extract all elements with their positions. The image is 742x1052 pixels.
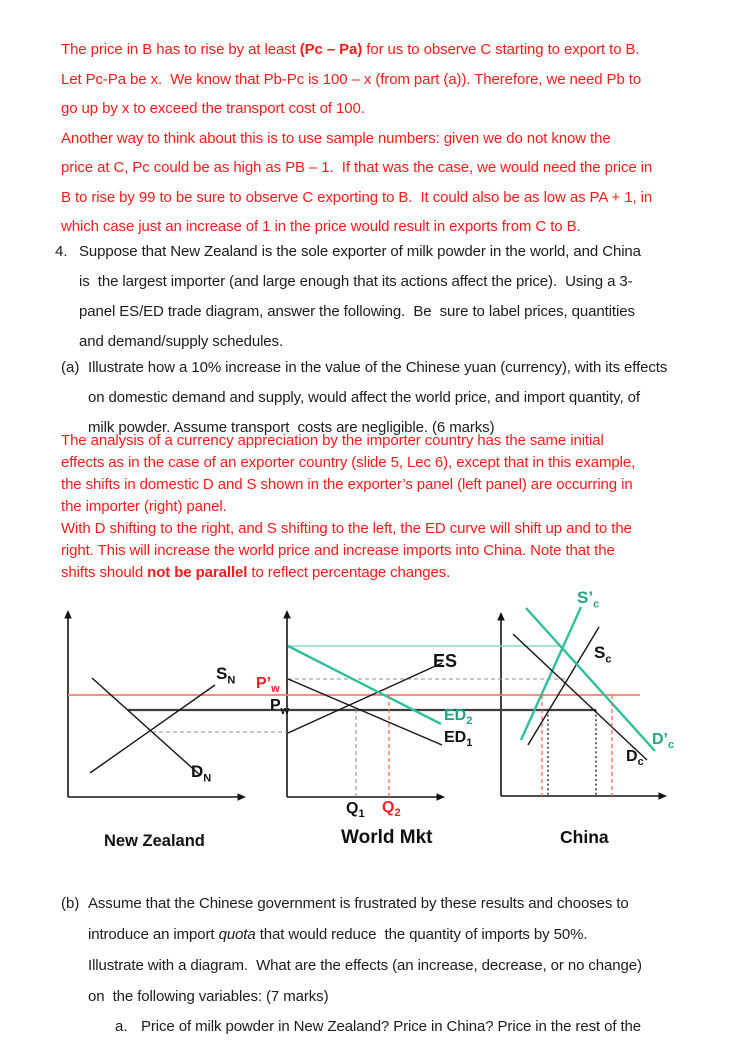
text-line: and demand/supply schedules.	[79, 333, 284, 350]
text-line: Illustrate with a diagram. What are the effects (an increase, decrease, or no change)	[88, 957, 642, 974]
text-line: panel ES/ED trade diagram, answer the following. Be sure to label prices, quantities	[79, 303, 635, 320]
q2-label: $Q_2$	[382, 799, 401, 820]
nz-panel-title: New Zealand	[104, 832, 205, 850]
nz-x-axis-arrow	[238, 793, 247, 801]
nz-y-axis-arrow	[64, 610, 72, 619]
excess-demand-2-label: $ED_2$	[444, 707, 473, 728]
china-new-supply-label: $S’_c$	[577, 588, 600, 611]
text-line: right. This will increase the world price and increase imports into China. Note that the	[61, 542, 615, 559]
text-line: effects as in the case of an exporter country (slide 5, Lec 6), except that in this example,	[61, 454, 636, 471]
text-line: The analysis of a currency appreciation by the importer country has the same initial	[61, 432, 604, 449]
question-4b-marker: (b)	[61, 895, 80, 912]
china-new-demand-label: $D’_c$	[652, 731, 675, 752]
china-panel-title: China	[560, 827, 609, 847]
question-4b-text	[88, 888, 642, 1012]
text-line: is the largest importer (and large enough that its actions affect the price). Using a 3-	[79, 273, 633, 290]
text-line: shifts should not be parallel to reflect percentage changes.	[61, 564, 451, 581]
text-line: on domestic demand and supply, would affect the world price, and import quantity, of	[88, 389, 640, 406]
text-line: The price in B has to rise by at least (Pc – Pa) for us to observe C starting to export to B.	[61, 41, 640, 58]
nz-supply-label: $S_N$	[216, 664, 236, 687]
text-line: price at C, Pc could be as high as PB – 1. If that was the case, we would need the price in	[61, 159, 653, 176]
text-line: introduce an import quota that would reduce the quantity of imports by 50%.	[88, 926, 588, 943]
world-x-axis-arrow	[437, 793, 446, 801]
answer-paragraph-top	[61, 35, 652, 242]
text-line: Let Pc-Pa be x. We know that Pb-Pc is 100 – x (from part (a)). Therefore, we need Pb to	[61, 70, 642, 88]
text-line: milk powder. Assume transport costs are negligible. (6 marks)	[88, 419, 495, 436]
text-line: the importer (right) panel.	[61, 498, 227, 515]
text-line: Suppose that New Zealand is the sole exporter of milk powder in the world, and China	[79, 243, 641, 260]
china-new-demand-curve	[526, 608, 655, 751]
china-supply-label: $S_c$	[594, 643, 612, 666]
excess-demand-2-curve	[288, 646, 441, 724]
china-y-axis-arrow	[497, 612, 505, 621]
question-4b-item-a-text	[141, 1011, 641, 1042]
text-line: Illustrate how a 10% increase in the value of the Chinese yuan (currency), with its effects	[88, 359, 668, 376]
china-demand-curve	[513, 634, 647, 760]
text-line: on the following variables: (7 marks)	[88, 988, 329, 1005]
export-supply-label: ES	[433, 651, 458, 671]
china-new-supply-curve	[521, 607, 581, 740]
text-line: Price of milk powder in New Zealand? Price in China? Price in the rest of the	[141, 1018, 642, 1035]
text-line: the shifts in domestic D and S shown in the exporter’s panel (left panel) are occurring in	[61, 476, 633, 493]
text-line: Assume that the Chinese government is frustrated by these results and chooses to	[88, 895, 629, 912]
question-4-number: 4.	[55, 243, 68, 260]
export-supply-curve	[288, 663, 442, 733]
q1-label: $Q_1$	[346, 800, 365, 821]
question-4a-marker: (a)	[61, 359, 80, 376]
world-axes	[283, 610, 445, 801]
china-supply-curve	[528, 627, 599, 745]
world-y-axis-arrow	[283, 610, 291, 619]
text-line: B to rise by 99 to be sure to observe C exporting to B. It could also be as low as PA + 1, in	[61, 188, 653, 206]
excess-demand-1-label: $ED_1$	[444, 729, 473, 750]
text-line: With D shifting to the right, and S shifting to the left, the ED curve will shift up and to the	[61, 520, 632, 537]
nz-axes	[64, 610, 246, 801]
text-line: Another way to think about this is to use sample numbers: given we do not know the	[61, 129, 611, 147]
question-4-text	[79, 237, 641, 357]
answer-paragraph-4a	[61, 430, 635, 584]
new-world-price-label: $P’_w$	[256, 675, 280, 696]
text-line: go up by x to exceed the transport cost of 100.	[61, 100, 365, 117]
question-4b-item-a-marker: a.	[115, 1018, 128, 1035]
excess-demand-1-curve	[288, 679, 442, 745]
world-panel-title: World Mkt	[341, 827, 433, 848]
china-axes	[497, 612, 667, 800]
nz-supply-curve	[90, 685, 215, 773]
nz-demand-label: $D_N$	[191, 762, 212, 785]
text-line: which case just an increase of 1 in the price would result in exports from C to B.	[61, 218, 581, 235]
old-world-price-label: $P_w$	[270, 697, 290, 718]
nz-demand-curve	[92, 678, 200, 775]
china-demand-label: $D_c$	[626, 748, 644, 769]
china-x-axis-arrow	[659, 792, 668, 800]
